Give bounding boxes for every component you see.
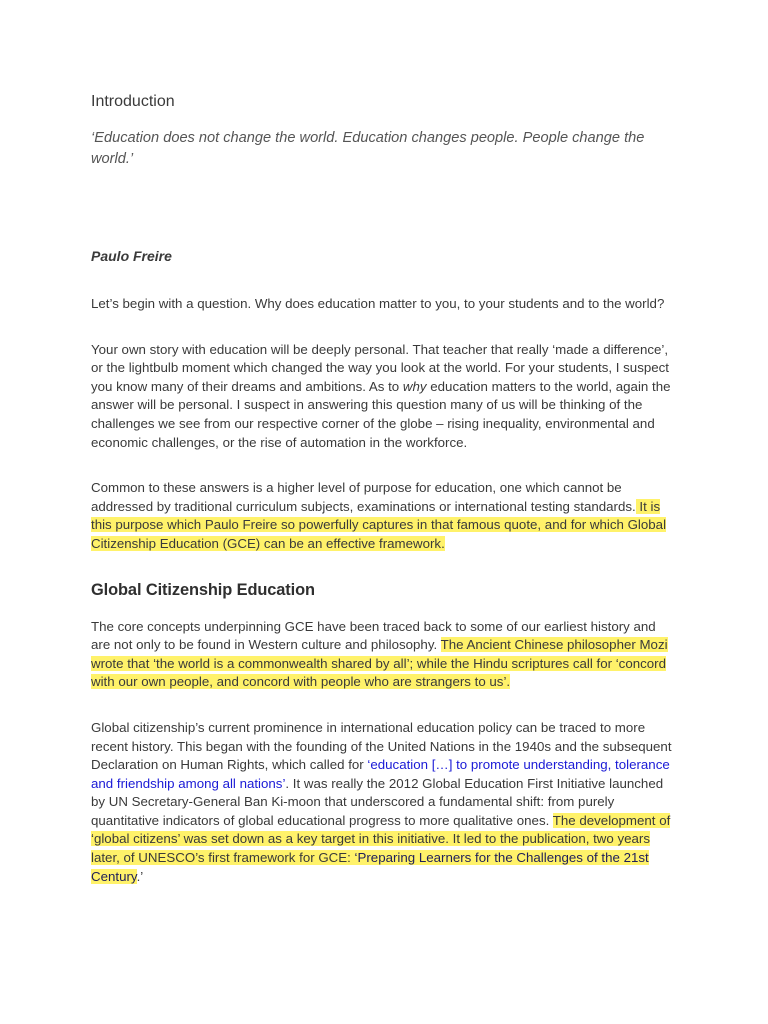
quote-author: Paulo Freire <box>91 248 172 264</box>
paragraph-text: .’ <box>136 868 144 884</box>
paragraph-core-concepts <box>91 618 678 692</box>
paragraph-purpose <box>91 479 678 553</box>
paragraph-text: The core concepts underpinning GCE have been traced back to some of our earliest history and are not only to be found in Western culture and philosophy. <box>91 618 656 653</box>
paragraph-personal-story <box>91 341 678 453</box>
paragraph-text: . It was really the 2012 Global Education First Initiative launched by UN Secretary-General Ban Ki-moon that underscored a fundamental shift: from purely quantitative indicators of global educational progress to more qualitative ones. <box>91 775 664 828</box>
paragraph-text: Common to these answers is a higher level of purpose for education, one which cannot be addressed by traditional curriculum subjects, examinations or international testing standards. <box>91 480 636 514</box>
paragraph-question: Let’s begin with a question. Why does education matter to you, to your students and to the world? <box>91 296 665 311</box>
highlighted-text: The development of ‘global citizens’ was set down as a key target in this initiative. It led to the publication, two years later, of UNESCO’s first framework for GCE: <box>91 812 671 866</box>
paragraph-current-prominence <box>91 719 678 886</box>
un-declaration-link[interactable]: ‘education […] to promote understanding, tolerance and friendship among all nations’ <box>91 757 670 791</box>
emphasis-why: why <box>402 378 427 394</box>
highlighted-text: The Ancient Chinese philosopher Mozi wrote that ‘the world is a commonwealth shared by all’; while the Hindu scriptures call for ‘concord with our own people, and concord with people who are strangers to us’. <box>91 637 668 690</box>
unesco-framework-title: ‘Preparing Learners for the Challenges of the 21st Century <box>91 850 649 884</box>
paragraph-text: Your own story with education will be deeply personal. That teacher that really ‘made a difference’, or the lightbulb moment which changed the way you look at the world. For your students, I suspect you know many of their dreams and ambitions. As to <box>91 341 669 394</box>
paragraph-text: education matters to the world, again the answer will be personal. I suspect in answering this question many of us will be thinking of the challenges we see from our respective corner of the globe – rising inequality, environmental and economic challenges, or the rise of automation in the workforce. <box>91 378 671 450</box>
intro-heading: Introduction <box>91 93 175 110</box>
paragraph-text: Global citizenship’s current prominence in international education policy can be traced to more recent history. This began with the founding of the United Nations in the 1940s and the subsequent Declaration on Human Rights, which called for <box>91 719 672 773</box>
gce-heading: Global Citizenship Education <box>91 580 315 599</box>
highlighted-text: It is this purpose which Paulo Freire so powerfully captures in that famous quote, and for which Global Citizenship Education (GCE) can be an effective framework. <box>91 498 667 551</box>
freire-quote: ‘Education does not change the world. Education changes people. People change the world.’ <box>91 130 645 167</box>
